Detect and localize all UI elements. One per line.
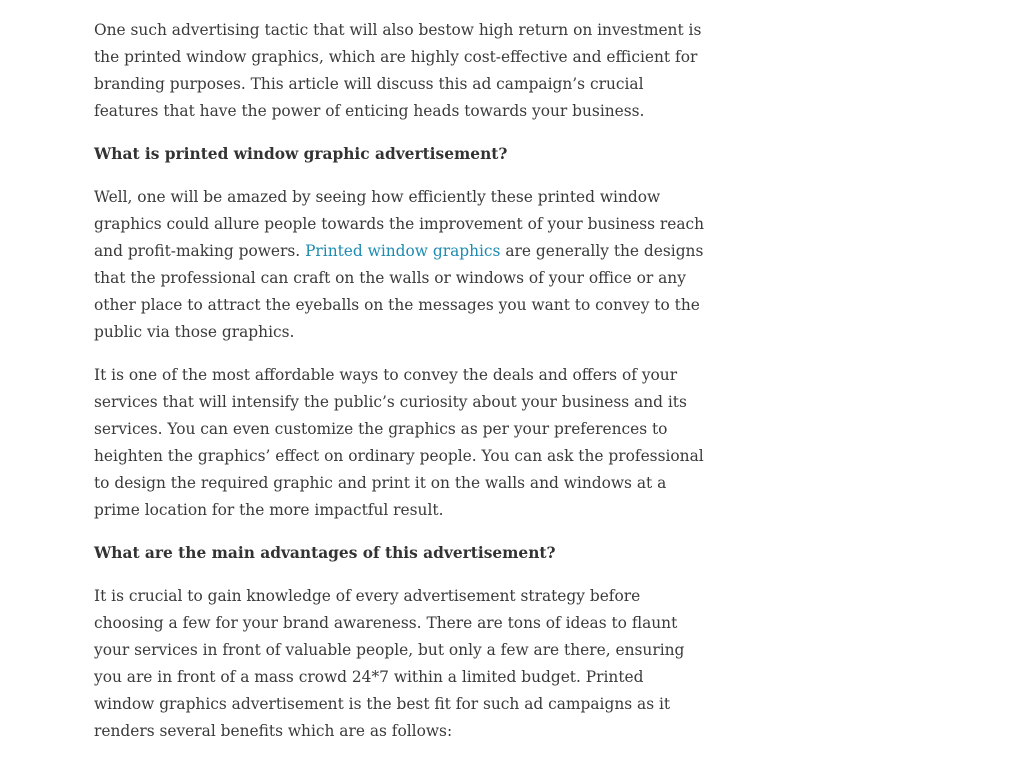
article-body	[94, 17, 706, 761]
intro-paragraph: One such advertising tactic that will also bestow high return on investment is the printed window graphics, which are highly cost-effective and efficient for branding purposes. This article will discuss this ad campaign’s crucial features that have the power of enticing heads towards your business.	[94, 21, 702, 120]
definition-text-end: are generally the designs that the professional can craft on the walls or windows of your office or any other place to attract the eyeballs on the messages you want to convey to the public via those graphics.	[94, 242, 704, 341]
affordability-paragraph: It is one of the most affordable ways to convey the deals and offers of your services that will intensify the public’s curiosity about your business and its services. You can even customize the graphics as per your preferences to heighten the graphics’ effect on ordinary people. You can ask the professional to design the required graphic and print it on the walls and windows at a prime location for the more impactful result.	[94, 366, 704, 519]
printed-window-graphics-link[interactable]: Printed window graphics	[305, 242, 501, 260]
definition-paragraph	[94, 184, 706, 346]
definition-text-start: Well, one will be amazed by seeing how efficiently these printed window graphics could allure people towards the improvement of your business reach and profit-making powers.	[94, 188, 705, 260]
section-heading-advantages: What are the main advantages of this advertisement?	[94, 544, 556, 562]
section-heading-what-is: What is printed window graphic advertisement?	[94, 145, 508, 163]
advantages-paragraph: It is crucial to gain knowledge of every advertisement strategy before choosing a few for your brand awareness. There are tons of ideas to flaunt your services in front of valuable people, but only a few are there, ensuring you are in front of a mass crowd 24*7 within a limited budget. Printed window graphics advertisement is the best fit for such ad campaigns as it renders several benefits which are as follows:	[94, 587, 685, 740]
